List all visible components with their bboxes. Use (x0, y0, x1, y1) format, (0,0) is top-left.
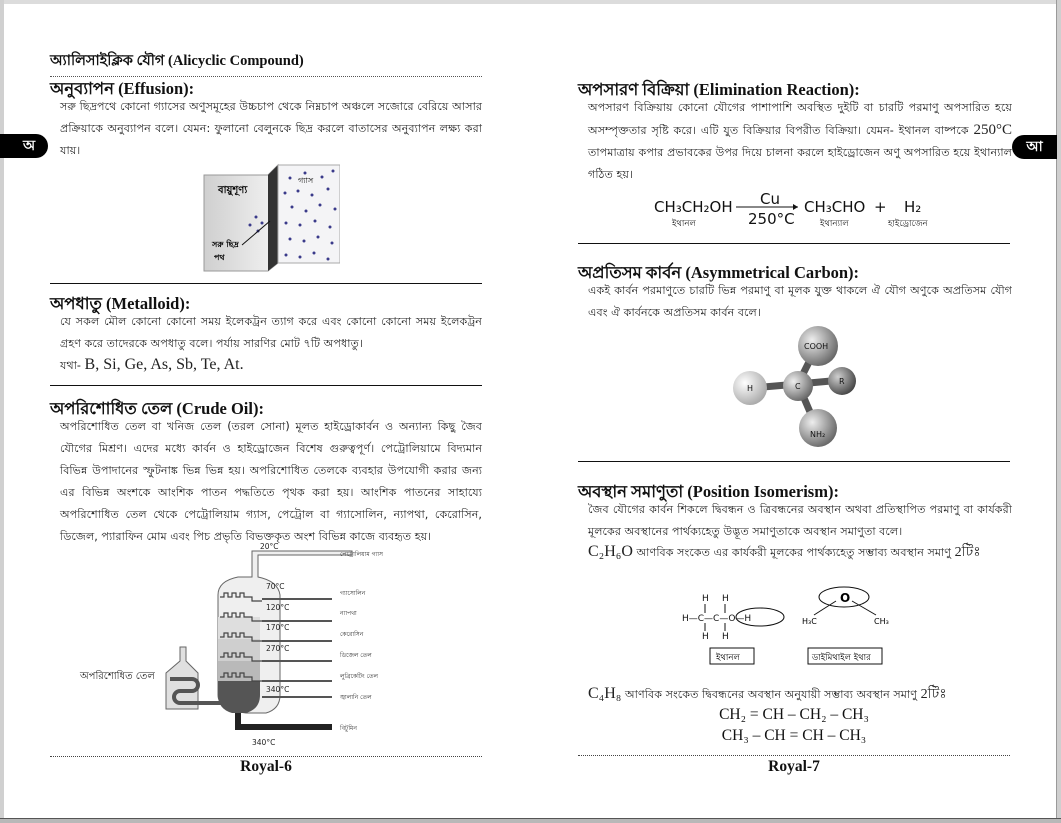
gas-label: গ্যাস (298, 176, 314, 185)
catalyst: Cu (760, 190, 780, 208)
page-number: Royal-6 (240, 758, 292, 775)
section-divider (50, 385, 482, 386)
elimination-text-2: তাপমাত্রায় কপার প্রভাবকের উপর দিয়ে চালনা করলে হাইড্রোজেন অণু অপসারিত হয়ে ইথান্যাল গঠিত হয়। (588, 146, 1012, 181)
svg-text:CH₃: CH₃ (874, 617, 889, 626)
r-label: R (839, 377, 845, 386)
fraction-name: লুব্রিকেটিং তেল (340, 673, 378, 680)
c-label: C (795, 382, 801, 391)
section-divider (50, 283, 482, 284)
chapter-tab-left: অ (0, 134, 48, 158)
position-isomerism-text: জৈব যৌগের কার্বন শিকলে দ্বিবন্ধন ও ত্রিবন্ধনের অবস্থান অথবা প্রতিস্থাপিত পরমাণু বা কার্যকরী মূলকের অবস্থানের পার্থক্যহেতু উদ্ভূত সমাণুতাকে অবস্থান সমাণুতা বলে। (588, 503, 1012, 538)
scrollbar-edge[interactable] (1056, 0, 1061, 823)
reaction-arrowhead (793, 204, 798, 210)
hole-label-1: সরু ছিদ্র (212, 240, 239, 249)
effusion-figure (200, 163, 340, 273)
window-frame-left (0, 0, 4, 823)
svg-text:H: H (702, 594, 709, 604)
fraction-temp: 340°C (266, 685, 290, 694)
fraction-temp: 270°C (266, 644, 290, 653)
elimination-text-1: অপসারণ বিক্রিয়ায় কোনো যৌগের পাশাপাশি অবস্থিত দুইটি বা চারটি পরমাণু অপসারিত হয়ে অসম্পৃক্ততার সৃষ্টি করে। এটি যুত বিক্রিয়ার বিপরীত বিক্রিয়া। যেমন- ইথানল বাষ্পকে (588, 101, 1012, 137)
product-2-name: হাইড্রোজেন (888, 219, 928, 229)
section-divider (578, 461, 1010, 462)
nh2-label: NH₂ (810, 430, 826, 439)
ethanol-structure (682, 594, 751, 642)
svg-text:H: H (702, 632, 709, 642)
c4h8-text: আণবিক সংকেত দ্বিবন্ধনের অবস্থান অনুযায়ী সম্ভাব্য অবস্থান সমাণু (624, 688, 917, 701)
c4h8-count: 2টিঃ (920, 687, 947, 702)
metalloid-examples (60, 356, 244, 376)
hole-label-2: পথ (214, 253, 225, 262)
c4h8-isomer-1: CH₂ = CH – CH₂ – CH₃ (719, 706, 869, 723)
c2h6o-text: আণবিক সংকেত এর কার্যকরী মূলকের পার্থক্যহেতু সম্ভাব্য অবস্থান সমাণু (636, 546, 952, 559)
product-1: CH₃CHO (804, 198, 866, 216)
fraction-temp: 120°C (266, 603, 290, 612)
svg-text:H₃C: H₃C (802, 617, 817, 626)
fraction-temp: 170°C (266, 623, 290, 632)
asymmetric-carbon-model (728, 318, 868, 450)
metalloid-title: অপধাতু (Metalloid): (50, 294, 191, 313)
fraction-name: পেট্রোলিয়াম গ্যাস (340, 551, 383, 558)
metalloid-text: যে সকল মৌল কোনো কোনো সময় ইলেকট্রন ত্যাগ করে এবং কোনো কোনো সময় ইলেকট্রন গ্রহণ করে তাদেরকে অপধাতু বলে। পর্যায় সারণির মোট ৭টি অপধাতু। (60, 315, 482, 350)
c4h8-formula: C₄H₈ (588, 685, 622, 702)
chapter-tab-right: আ (1012, 135, 1057, 159)
fraction-temp: 70°C (266, 582, 285, 591)
running-head: অ্যালিসাইক্লিক যৌগ (Alicyclic Compound) (50, 50, 482, 77)
fraction-temp: 20°C (260, 542, 279, 551)
fraction-name: গ্যাসোলিন (340, 590, 366, 597)
plus-sign: + (874, 198, 887, 216)
crude-oil-text: অপরিশোধিত তেল বা খনিজ তেল (তরল সোনা) মূলত হাইড্রোকার্বন ও অন্যান্য কিছু জৈব যৌগের মিশ্রণ। এদের মধ্যে কার্বন ও হাইড্রোজেন বিশেষ গুরুত্বপূর্ণ। পেট্রোলিয়ামে বিদ্যমান বিভিন্ন উপাদানের স্ফুটনাঙ্ক ভিন্ন ভিন্ন হয়। অপরিশোধিত তেলকে ব্যবহার উপযোগী করার জন্য এর বিভিন্ন অংশকে আংশিক পাতন পদ্ধতিতে পৃথক করা হয়। আংশিক পাতনের সাহায্যে অপরিশোধিত তেল থেকে পেট্রোলিয়াম গ্যাস, পেট্রোল বা গ্যাসোলিন, ন্যাপথা, কেরোসিন, ডিজেল, প্যারাফিন মোম এবং পিচ প্রভৃতি বিভক্তকৃত অংশ বিভিন্ন কাজে ব্যবহৃত হয়। (60, 420, 482, 543)
dimethyl-ether-structure (802, 587, 889, 626)
page-number: Royal-7 (768, 758, 820, 775)
product-2: H₂ (904, 198, 922, 216)
asymmetric-title: অপ্রতিসম কার্বন (Asymmetrical Carbon): (578, 263, 860, 282)
c2h6o-line (588, 540, 981, 564)
isomer-2-label: ডাইমিথাইল ইথার (812, 653, 871, 663)
bottom-temp: 340°C (252, 738, 276, 747)
svg-text:H—C—C—O—H: H—C—C—O—H (682, 614, 752, 624)
fraction-name: ন্যাপথা (340, 610, 357, 617)
section-divider (578, 243, 1010, 244)
product-1-name: ইথান্যাল (820, 219, 849, 229)
fractional-distillation-diagram (70, 537, 430, 752)
footer-divider (50, 756, 482, 757)
elimination-equation (648, 190, 958, 234)
window-frame-top (0, 0, 1061, 4)
cooh-label: COOH (804, 342, 829, 351)
reactant-name: ইথানল (672, 219, 696, 229)
effusion-text: সরু ছিদ্রপথে কোনো গ্যাসের অণুসমূহের উচ্চচাপ থেকে নিম্নচাপ অঞ্চলে সজোরে বেরিয়ে আসার প্রক্রিয়াকে অনুব্যাপন বলে। যেমন: ফুলানো বেলুনকে ছিদ্র করলে বাতাসের অনুব্যাপন লক্ষ্য করা যায়। (60, 100, 482, 157)
isomer-1-label: ইথানল (716, 653, 740, 663)
nh2-atom (799, 409, 837, 447)
elimination-temp: 250°C (973, 122, 1012, 138)
bitumen-pipe (238, 713, 332, 727)
fraction-name: বিটুমিন (340, 725, 357, 732)
condition: 250°C (748, 210, 795, 228)
footer-divider (578, 755, 1010, 756)
window-frame-bottom (0, 818, 1061, 823)
fraction-name: ডিজেল তেল (340, 652, 372, 659)
svg-text:H: H (722, 594, 729, 604)
elimination-text (588, 97, 1012, 186)
crude-oil-input-label: অপরিশোধিত তেল (80, 671, 155, 682)
c4h8-isomer-2: CH₃ – CH = CH – CH₃ (721, 727, 867, 744)
reactant: CH₃CH₂OH (654, 198, 733, 216)
svg-text:H: H (722, 632, 729, 642)
c4h8-line (588, 682, 947, 706)
svg-text:O: O (840, 591, 851, 605)
fraction-name: জ্বালানি তেল (340, 694, 372, 701)
elimination-title: অপসারণ বিক্রিয়া (Elimination Reaction): (578, 80, 860, 99)
c2h6o-count: 2টিঃ (954, 545, 981, 560)
fraction-name: কেরোসিন (340, 631, 364, 638)
examples-prefix: যথা- (60, 359, 81, 372)
effusion-title: অনুব্যাপন (Effusion): (50, 79, 195, 98)
vacuum-label: বায়ুশূণ্য (218, 185, 248, 196)
h-label: H (747, 384, 754, 393)
examples-list: B, Si, Ge, As, Sb, Te, At. (84, 356, 244, 373)
asymmetric-text: একই কার্বন পরমাণুতে চারটি ভিন্ন পরমাণু বা মূলক যুক্ত থাকলে ঐ যৌগ অণুকে অপ্রতিসম যৌগ এবং ঐ কার্বনকে অপ্রতিসম কার্বন বলে। (588, 284, 1012, 319)
position-isomerism-title: অবস্থান সমাণুতা (Position Isomerism): (578, 482, 839, 501)
c2h6o-formula: C₂H₆O (588, 543, 633, 560)
crude-oil-title: অপরিশোধিত তেল (Crude Oil): (50, 399, 264, 418)
c2h6o-isomers-figure (678, 585, 918, 670)
